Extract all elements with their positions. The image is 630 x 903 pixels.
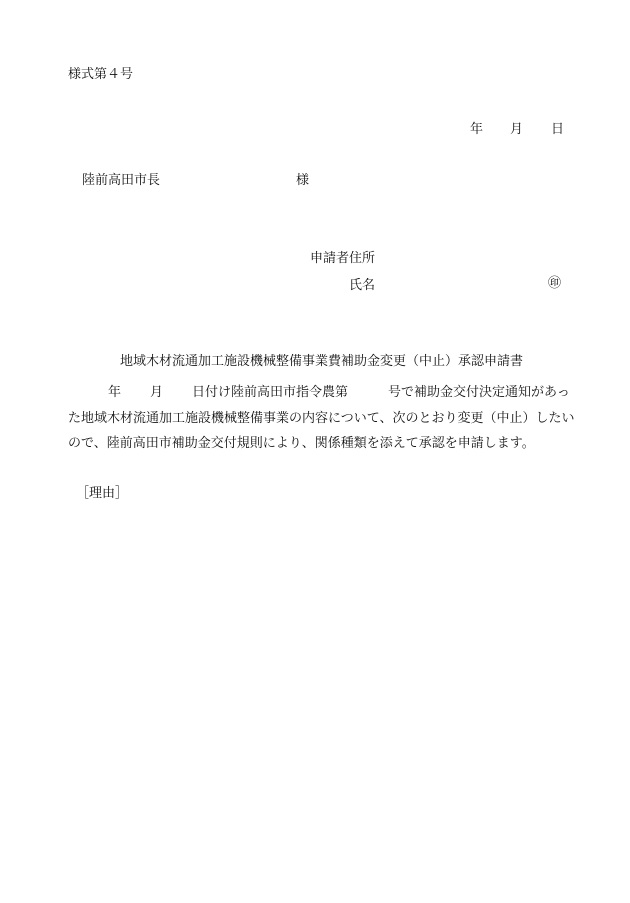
applicant-address-label: 申請者住所	[310, 251, 376, 266]
body-line-1-part-2: 号で補助金交付決定通知があっ	[388, 385, 570, 400]
seal-icon: ㊞	[548, 276, 562, 291]
document-title: 地域木材流通加工施設機械整備事業費補助金変更（中止）承認申請書	[120, 354, 524, 369]
body-line-1	[68, 380, 580, 406]
date-year-label: 年	[470, 122, 484, 137]
body-year-label: 年	[108, 385, 122, 400]
body-line-1-part-1: 日付け陸前高田市指令農第	[192, 385, 349, 400]
date-day-label: 日	[551, 122, 565, 137]
body-line-2: た地域木材流通加工施設機械整備事業の内容について、次のとおり変更（中止）したい	[68, 410, 575, 426]
date-month-label: 月	[510, 122, 524, 137]
reason-label: ［理由］	[76, 486, 129, 501]
body-month-label: 月	[150, 385, 164, 400]
applicant-name-label: 氏名	[349, 278, 376, 293]
form-number: 様式第４号	[68, 67, 134, 82]
document-body	[68, 380, 580, 457]
body-line-3: ので、陸前高田市補助金交付規則により、関係種類を添えて承認を申請します。	[68, 436, 535, 451]
addressee-honorific: 様	[296, 173, 310, 188]
addressee-name: 陸前高田市長	[82, 173, 161, 188]
